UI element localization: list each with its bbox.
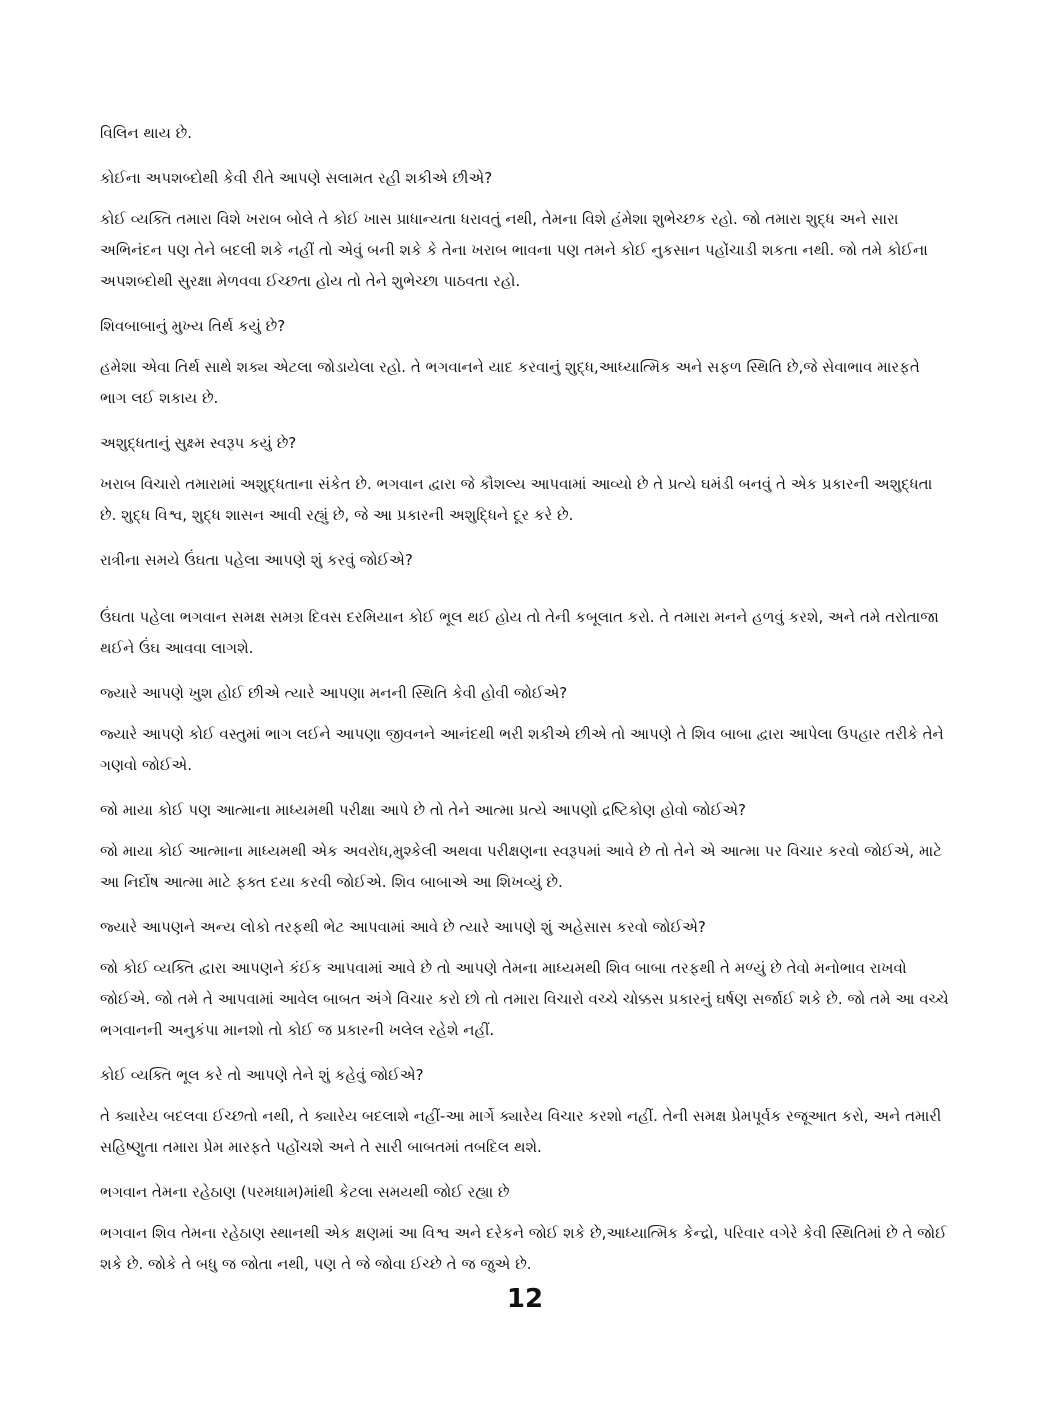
- spacer: [100, 586, 950, 602]
- page-number: 12: [506, 1284, 544, 1314]
- document-body: [100, 118, 950, 1294]
- paragraph: તે ક્યારેય બદલવા ઈચ્છતો નથી, તે ક્યારેય બદલાશે નહીં-આ માર્ગે ક્યારેય વિચાર કરશો નહીં. તેની સમક્ષ પ્રેમપૂર્વક રજૂઆત કરો, અને તમારી સહિષ્ણુતા તમારા પ્રેમ મારફતે પહોંચશે અને તે સારી બાબતમાં તબદિલ થશે.: [100, 1107, 942, 1156]
- paragraph: ભગવાન શિવ તેમના રહેઠાણ સ્થાનથી એક ક્ષણમાં આ વિશ્વ અને દરેકને જોઈ શકે છે,આધ્યાત્મિક કેન્દ્રો, પરિવાર વગેરે કેવી સ્થિતિમાં છે તે જોઈ શકે છે. જોકે તે બધુ જ જોતા નથી, પણ તે જે જોવા ઈચ્છે તે જ જુએ છે.: [100, 1224, 947, 1273]
- paragraph: કોઈ વ્યક્તિ તમારા વિશે ખરાબ બોલે તે કોઈ ખાસ પ્રાધાન્યતા ધરાવતું નથી, તેમના વિશે હંમેશા શુભેચ્છક રહો. જો તમારા શુદ્ધ અને સારા અભિનંદન પણ તેને બદલી શકે નહીં તો એવું બની શકે કે તેના ખરાબ ભાવના પણ તમને કોઈ નુકસાન પહોંચાડી શકતા નથી. જો તમે કોઈના અપશબ્દોથી સુરક્ષા મેળવવા ઈચ્છતા હોય તો તેને શુભેચ્છા પાઠવતા રહો.: [100, 210, 928, 290]
- paragraph: જો કોઈ વ્યક્તિ દ્વારા આપણને કંઈક આપવામાં આવે છે તો આપણે તેમના માધ્યમથી શિવ બાબા તરફથી તે મળ્યું છે તેવો મનોભાવ રાખવો જોઈએ. જો તમે તે આપવામાં આવેલ બાબત અંગે વિચાર કરો છો તો તમારા વિચારો વચ્ચે ચોક્કસ પ્રકારનું ઘર્ષણ સર્જાઈ શકે છે. જો તમે આ વચ્ચે ભગવાનની અનુકંપા માનશો તો કોઈ જ પ્રકારની ખલેલ રહેશે નહીં.: [100, 959, 949, 1039]
- paragraph: વિલિન થાય છે.: [100, 124, 193, 142]
- question-heading: જ્યારે આપણને અન્ય લોકો તરફથી ભેટ આપવામાં આવે છે ત્યારે આપણે શું અહેસાસ કરવો જોઈએ?: [100, 918, 706, 936]
- paragraph: જ્યારે આપણે કોઈ વસ્તુમાં ભાગ લઈને આપણા જીવનને આનંદથી ભરી શકીએ છીએ તો આપણે તે શિવ બાબા દ્વારા આપેલા ઉપહાર તરીકે તેને ગણવો જોઈએ.: [100, 725, 944, 774]
- paragraph: ખરાબ વિચારો તમારામાં અશુદ્ધતાના સંકેત છે. ભગવાન દ્વારા જે કૌશલ્ય આપવામાં આવ્યો છે તે પ્રત્યે ઘમંડી બનવું તે એક પ્રકારની અશુદ્ધતા છે. શુદ્ધ વિશ્વ, શુદ્ધ શાસન આવી રહ્યું છે, જે આ પ્રકારની અશુદ્ધિને દૂર કરે છે.: [100, 475, 933, 524]
- paragraph: જો માયા કોઈ આત્માના માધ્યમથી એક અવરોધ,મુશ્કેલી અથવા પરીક્ષણના સ્વરૂપમાં આવે છે તો તેને એ આત્મા પર વિચાર કરવો જોઈએ, માટે આ નિર્દોષ આત્મા માટે ફક્ત દયા કરવી જોઈએ. શિવ બાબાએ આ શિખવ્યું છે.: [100, 842, 942, 891]
- question-heading: શિવબાબાનું મુખ્ય તિર્થ કયું છે?: [100, 317, 286, 335]
- question-heading: કોઈ વ્યક્તિ ભૂલ કરે તો આપણે તેને શું કહેવું જોઈએ?: [100, 1066, 424, 1084]
- paragraph: ઉંઘતા પહેલા ભગવાન સમક્ષ સમગ્ર દિવસ દરમિયાન કોઈ ભૂલ થઈ હોય તો તેની કબૂલાત કરો. તે તમારા મનને હળવું કરશે, અને તમે તરોતાજા થઈને ઉંઘ આવવા લાગશે.: [100, 608, 939, 657]
- question-heading: જો માયા કોઈ પણ આત્માના માધ્યમથી પરીક્ષા આપે છે તો તેને આત્મા પ્રત્યે આપણો દ્રષ્ટિકોણ હોવો જોઈએ?: [100, 801, 746, 819]
- question-heading: ભગવાન તેમના રહેઠાણ (પરમધામ)માંથી કેટલા સમયથી જોઈ રહ્યા છે: [100, 1183, 510, 1201]
- question-heading: કોઈના અપશબ્દોથી કેવી રીતે આપણે સલામત રહી શકીએ છીએ?: [100, 169, 493, 187]
- question-heading: રાત્રીના સમયે ઉંઘતા પહેલા આપણે શું કરવું જોઈએ?: [100, 551, 413, 569]
- question-heading: જ્યારે આપણે ખુશ હોઈ છીએ ત્યારે આપણા મનની સ્થિતિ કેવી હોવી જોઈએ?: [100, 684, 568, 702]
- question-heading: અશુદ્ધતાનું સુક્ષ્મ સ્વરૂપ કયું છે?: [100, 434, 297, 452]
- paragraph: હમેશા એવા તિર્થ સાથે શક્ય એટલા જોડાયેલા રહો. તે ભગવાનને યાદ કરવાનું શુદ્ધ,આધ્યાત્મિક અને સફળ સ્થિતિ છે,જે સેવાભાવ મારફતે ભાગ લઈ શકાય છે.: [100, 358, 920, 407]
